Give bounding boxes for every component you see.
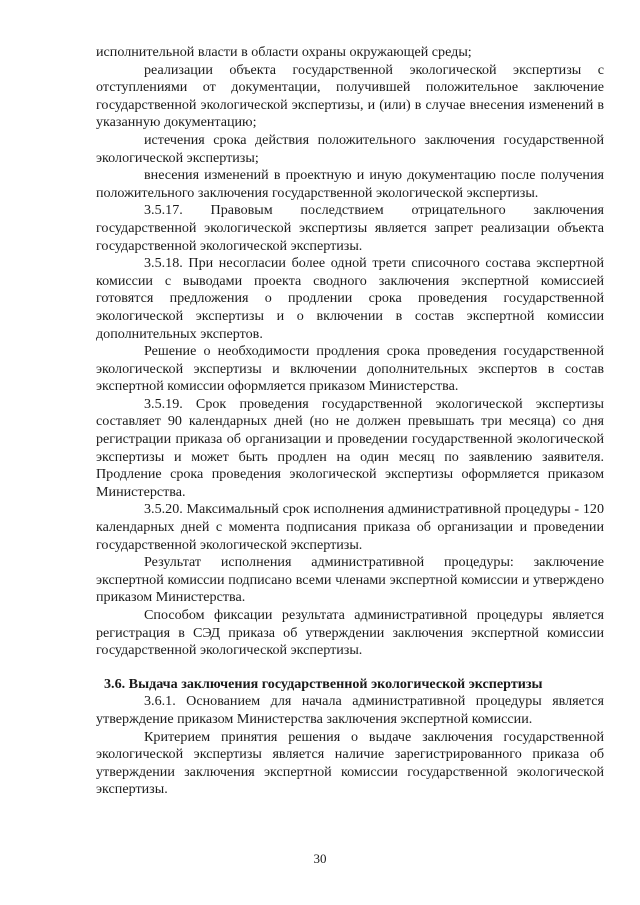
section-heading: 3.6. Выдача заключения государственной экологической экспертизы xyxy=(104,675,543,692)
page-number: 30 xyxy=(313,851,327,866)
paragraph: реализации объекта государственной экологической экспертизы с отступлениями от документации, получившей положительное заключение государственной экологической экспертизы, и (или) в случае внесения изменений в указанную документацию; xyxy=(96,61,604,131)
paragraph: 3.5.18. При несогласии более одной трети списочного состава экспертной комиссии с выводами проекта сводного заключения экспертной комиссией готовятся предложения о продлении срока проведения государственной экологической экспертизы и о включении в состав экспертной комиссии дополнительных экспертов. xyxy=(96,255,604,342)
paragraphs-bottom xyxy=(96,693,604,799)
paragraph: Результат исполнения административной процедуры: заключение экспертной комиссии подписано всеми членами экспертной комиссии и утверждено приказом Министерства. xyxy=(96,554,604,606)
document-body xyxy=(96,44,604,799)
paragraph: Решение о необходимости продления срока проведения государственной экологической экспертизы и включении дополнительных экспертов в состав экспертной комиссии оформляется приказом Министерства. xyxy=(96,343,604,395)
paragraph: 3.5.20. Максимальный срок исполнения административной процедуры - 120 календарных дней с момента подписания приказа об организации и проведении государственной экологической экспертизы. xyxy=(96,501,604,553)
paragraph: внесения изменений в проектную и иную документацию после получения положительного заключения государственной экологической экспертизы. xyxy=(96,167,604,201)
paragraph: исполнительной власти в области охраны окружающей среды; xyxy=(96,44,472,60)
paragraph: 3.5.17. Правовым последствием отрицательного заключения государственной экологической экспертизы является запрет реализации объекта государственной экологической экспертизы. xyxy=(96,202,604,254)
paragraph: Способом фиксации результата административной процедуры является регистрация в СЭД приказа об утверждении заключения экспертной комиссии государственной экологической экспертизы. xyxy=(96,607,604,659)
paragraphs-top xyxy=(96,44,604,660)
paragraph: 3.5.19. Срок проведения государственной экологической экспертизы составляет 90 календарных дней (но не должен превышать три месяца) со дня регистрации приказа об организации и проведении государственной экологической экспертизы и может быть продлен на один месяц по заявлению заявителя. Продление срока проведения экологической экспертизы оформляется приказом Министерства. xyxy=(96,395,604,500)
paragraph: Критерием принятия решения о выдаче заключения государственной экологической экспертизы является наличие зарегистрированного приказа об утверждении заключения экспертной комиссии государственной экологической экспертизы. xyxy=(96,728,604,798)
paragraph: 3.6.1. Основанием для начала административной процедуры является утверждение приказом Министерства заключения экспертной комиссии. xyxy=(96,693,604,727)
paragraph: истечения срока действия положительного заключения государственной экологической экспертизы; xyxy=(96,131,604,166)
